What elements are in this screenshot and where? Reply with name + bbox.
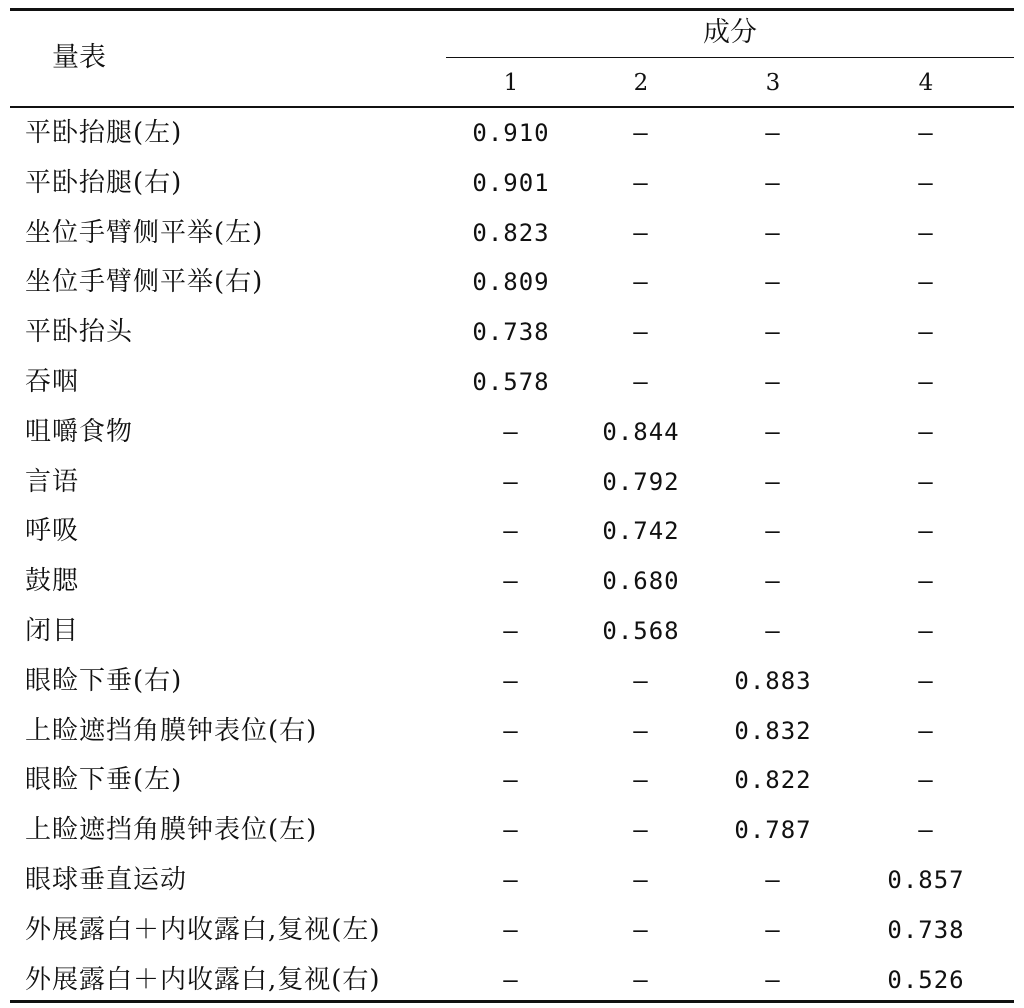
- loading-cell-component-4: 0.857: [887, 865, 965, 894]
- column-header-2: 2: [633, 70, 649, 96]
- table-row: [10, 856, 1014, 906]
- table-row: [10, 607, 1014, 657]
- loading-cell-component-1: —: [503, 467, 519, 496]
- loading-cell-component-4: 0.526: [887, 965, 965, 994]
- loading-cell-component-4: —: [918, 766, 934, 795]
- row-label: 平卧抬头: [25, 317, 134, 348]
- loading-cell-component-3: —: [765, 218, 781, 247]
- loading-cell-component-1: —: [503, 716, 519, 745]
- row-label: 咀嚼食物: [25, 416, 134, 447]
- loading-cell-component-2: 0.680: [602, 567, 680, 596]
- row-label: 眼睑下垂(右): [25, 665, 183, 696]
- column-header-4: 4: [918, 70, 934, 96]
- row-label: 言语: [25, 466, 80, 497]
- loading-cell-component-2: —: [633, 666, 649, 695]
- table-row: [10, 756, 1014, 806]
- loading-cell-component-2: —: [633, 915, 649, 944]
- table-row: [10, 657, 1014, 707]
- loading-cell-component-1: —: [503, 965, 519, 994]
- loading-cell-component-3: —: [765, 517, 781, 546]
- header-scale-label: 量表: [52, 42, 106, 73]
- loading-cell-component-4: —: [918, 318, 934, 347]
- loading-cell-component-2: —: [633, 168, 649, 197]
- loading-cell-component-4: —: [918, 666, 934, 695]
- table-row: [10, 806, 1014, 856]
- loading-cell-component-3: —: [765, 865, 781, 894]
- column-header-3: 3: [765, 70, 781, 96]
- loading-cell-component-3: —: [765, 168, 781, 197]
- loading-cell-component-3: —: [765, 268, 781, 297]
- loading-cell-component-1: 0.578: [472, 367, 550, 396]
- top-rule: [10, 8, 1014, 11]
- table-row: [10, 956, 1014, 1006]
- loading-cell-component-3: 0.787: [734, 816, 812, 845]
- loading-cell-component-1: —: [503, 666, 519, 695]
- loading-cell-component-1: —: [503, 417, 519, 446]
- table-row: [10, 557, 1014, 607]
- loading-cell-component-1: —: [503, 567, 519, 596]
- table-row: [10, 209, 1014, 259]
- row-label: 呼吸: [25, 516, 80, 547]
- row-label: 吞咽: [25, 366, 80, 397]
- column-header-1: 1: [503, 70, 519, 96]
- loading-cell-component-1: —: [503, 766, 519, 795]
- loading-cell-component-3: 0.822: [734, 766, 812, 795]
- row-label: 眼睑下垂(左): [25, 765, 183, 796]
- loading-cell-component-4: —: [918, 218, 934, 247]
- loading-cell-component-2: 0.742: [602, 517, 680, 546]
- loading-cell-component-1: 0.738: [472, 318, 550, 347]
- loading-cell-component-2: 0.792: [602, 467, 680, 496]
- loading-cell-component-2: —: [633, 816, 649, 845]
- loading-cell-component-4: —: [918, 517, 934, 546]
- loading-cell-component-3: —: [765, 467, 781, 496]
- row-label: 上睑遮挡角膜钟表位(左): [25, 815, 318, 846]
- table-row: [10, 358, 1014, 408]
- row-label: 闭目: [25, 615, 80, 646]
- header-sub-rule: [446, 57, 1014, 58]
- loading-cell-component-3: 0.883: [734, 666, 812, 695]
- loading-cell-component-1: —: [503, 517, 519, 546]
- loading-cell-component-4: —: [918, 567, 934, 596]
- table-row: [10, 707, 1014, 757]
- row-label: 外展露白＋内收露白,复视(右): [25, 964, 381, 995]
- loading-cell-component-4: —: [918, 367, 934, 396]
- loading-cell-component-2: —: [633, 965, 649, 994]
- row-label: 平卧抬腿(右): [25, 167, 183, 198]
- loading-cell-component-2: 0.568: [602, 616, 680, 645]
- header-component-label: 成分: [703, 17, 757, 48]
- loading-cell-component-4: —: [918, 816, 934, 845]
- bottom-rule: [10, 1000, 1014, 1003]
- table-row: [10, 507, 1014, 557]
- loading-cell-component-2: —: [633, 218, 649, 247]
- loading-cell-component-2: —: [633, 865, 649, 894]
- row-label: 上睑遮挡角膜钟表位(右): [25, 715, 318, 746]
- loading-cell-component-3: 0.832: [734, 716, 812, 745]
- loading-cell-component-3: —: [765, 417, 781, 446]
- table-row: [10, 109, 1014, 159]
- loading-cell-component-2: —: [633, 318, 649, 347]
- loading-cell-component-2: 0.844: [602, 417, 680, 446]
- loading-cell-component-3: —: [765, 567, 781, 596]
- loading-cell-component-2: —: [633, 367, 649, 396]
- row-label: 眼球垂直运动: [25, 864, 188, 895]
- loading-cell-component-1: 0.809: [472, 268, 550, 297]
- table-body: [10, 109, 1014, 1005]
- loading-cell-component-3: —: [765, 915, 781, 944]
- row-label: 坐位手臂侧平举(左): [25, 217, 264, 248]
- loading-cell-component-3: —: [765, 367, 781, 396]
- loading-cell-component-4: —: [918, 417, 934, 446]
- loading-cell-component-1: 0.901: [472, 168, 550, 197]
- table-row: [10, 408, 1014, 458]
- loading-cell-component-4: —: [918, 119, 934, 147]
- loading-cell-component-3: —: [765, 965, 781, 994]
- table-row: [10, 308, 1014, 358]
- table-row: [10, 458, 1014, 508]
- loading-cell-component-3: —: [765, 616, 781, 645]
- row-label: 平卧抬腿(左): [25, 118, 183, 148]
- loading-cell-component-2: —: [633, 268, 649, 297]
- table-row: [10, 159, 1014, 209]
- row-label: 坐位手臂侧平举(右): [25, 267, 264, 298]
- table-row: [10, 906, 1014, 956]
- loading-cell-component-2: —: [633, 766, 649, 795]
- table-row: [10, 258, 1014, 308]
- loading-cell-component-4: —: [918, 616, 934, 645]
- loading-cell-component-4: —: [918, 168, 934, 197]
- loading-cell-component-2: —: [633, 119, 649, 147]
- loading-cell-component-1: —: [503, 865, 519, 894]
- row-label: 鼓腮: [25, 566, 80, 597]
- loading-cell-component-1: 0.910: [472, 119, 550, 147]
- factor-loading-table: [10, 8, 1014, 1004]
- header-bottom-rule: [10, 106, 1014, 108]
- loading-cell-component-3: —: [765, 119, 781, 147]
- loading-cell-component-3: —: [765, 318, 781, 347]
- loading-cell-component-4: —: [918, 467, 934, 496]
- loading-cell-component-1: —: [503, 816, 519, 845]
- loading-cell-component-2: —: [633, 716, 649, 745]
- loading-cell-component-1: 0.823: [472, 218, 550, 247]
- row-label: 外展露白＋内收露白,复视(左): [25, 914, 381, 945]
- loading-cell-component-1: —: [503, 915, 519, 944]
- loading-cell-component-4: 0.738: [887, 915, 965, 944]
- loading-cell-component-4: —: [918, 716, 934, 745]
- loading-cell-component-1: —: [503, 616, 519, 645]
- loading-cell-component-4: —: [918, 268, 934, 297]
